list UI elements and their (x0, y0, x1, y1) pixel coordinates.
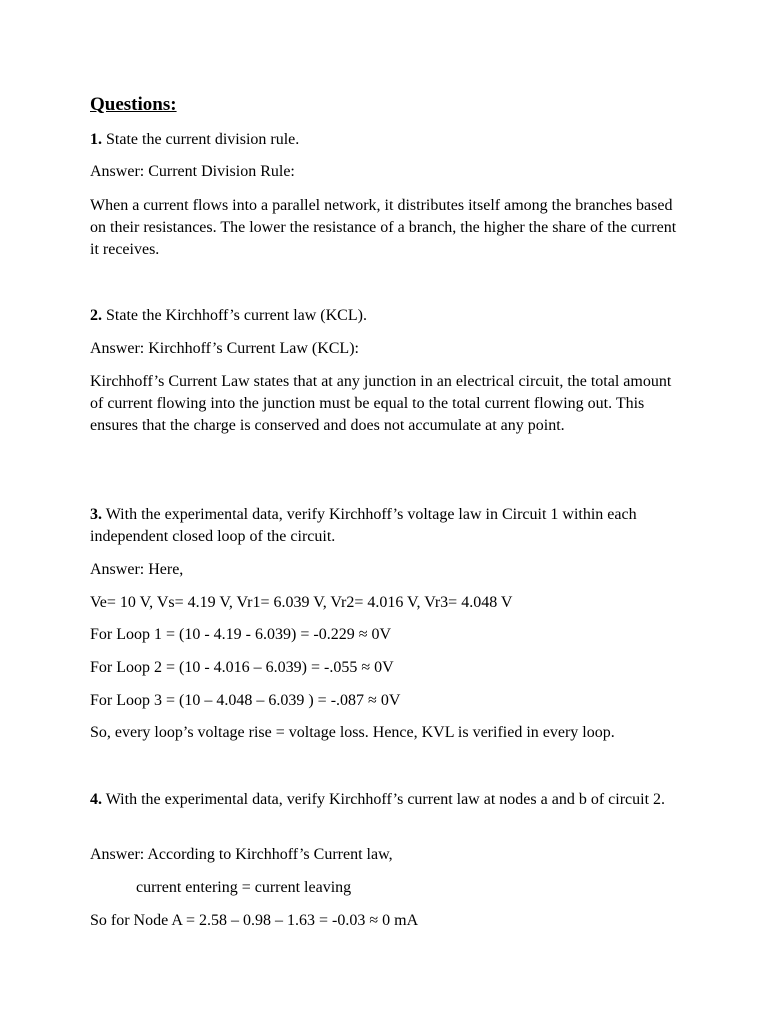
answer-3-loop-2: For Loop 2 = (10 - 4.016 – 6.039) = -.055 ≈ 0V (90, 659, 394, 676)
question-1-text: State the current division rule. (102, 131, 300, 148)
question-1 (90, 129, 299, 151)
question-2-text: State the Kirchhoff’s current law (KCL). (102, 307, 367, 324)
question-1-number: 1. (90, 131, 102, 148)
answer-1-intro: Answer: Current Division Rule: (90, 163, 295, 180)
question-3-text: With the experimental data, verify Kirchhoff’s voltage law in Circuit 1 within each independent closed loop of the circuit. (90, 506, 637, 545)
answer-3-intro: Answer: Here, (90, 561, 184, 578)
answer-4-intro: Answer: According to Kirchhoff’s Current law, (90, 846, 393, 863)
section-heading: Questions: (90, 94, 177, 115)
answer-4-rule: current entering = current leaving (136, 879, 352, 896)
answer-2-body: Kirchhoff’s Current Law states that at any junction in an electrical circuit, the total amount of current flowing into the junction must be equal to the total current flowing out. This ensures that the charge is conserved and does not accumulate at any point. (90, 373, 672, 434)
answer-3-values: Ve= 10 V, Vs= 4.19 V, Vr1= 6.039 V, Vr2= 4.016 V, Vr3= 4.048 V (90, 594, 513, 611)
answer-3-loop-1: For Loop 1 = (10 - 4.19 - 6.039) = -0.229 ≈ 0V (90, 626, 392, 643)
answer-2-intro: Answer: Kirchhoff’s Current Law (KCL): (90, 340, 359, 357)
answer-1-body: When a current flows into a parallel network, it distributes itself among the branches based on their resistances. The lower the resistance of a branch, the higher the share of the current it receives. (90, 197, 677, 258)
question-2-number: 2. (90, 307, 102, 324)
question-4-text: With the experimental data, verify Kirchhoff’s current law at nodes a and b of circuit 2. (102, 791, 666, 808)
answer-3-loop-3: For Loop 3 = (10 – 4.048 – 6.039 ) = -.087 ≈ 0V (90, 692, 401, 709)
question-4 (90, 789, 680, 811)
question-4-number: 4. (90, 791, 102, 808)
question-3-number: 3. (90, 506, 102, 523)
answer-3-conclusion: So, every loop’s voltage rise = voltage loss. Hence, KVL is verified in every loop. (90, 724, 615, 741)
question-2 (90, 305, 367, 327)
question-3 (90, 504, 680, 548)
answer-4-node-a: So for Node A = 2.58 – 0.98 – 1.63 = -0.03 ≈ 0 mA (90, 912, 419, 929)
